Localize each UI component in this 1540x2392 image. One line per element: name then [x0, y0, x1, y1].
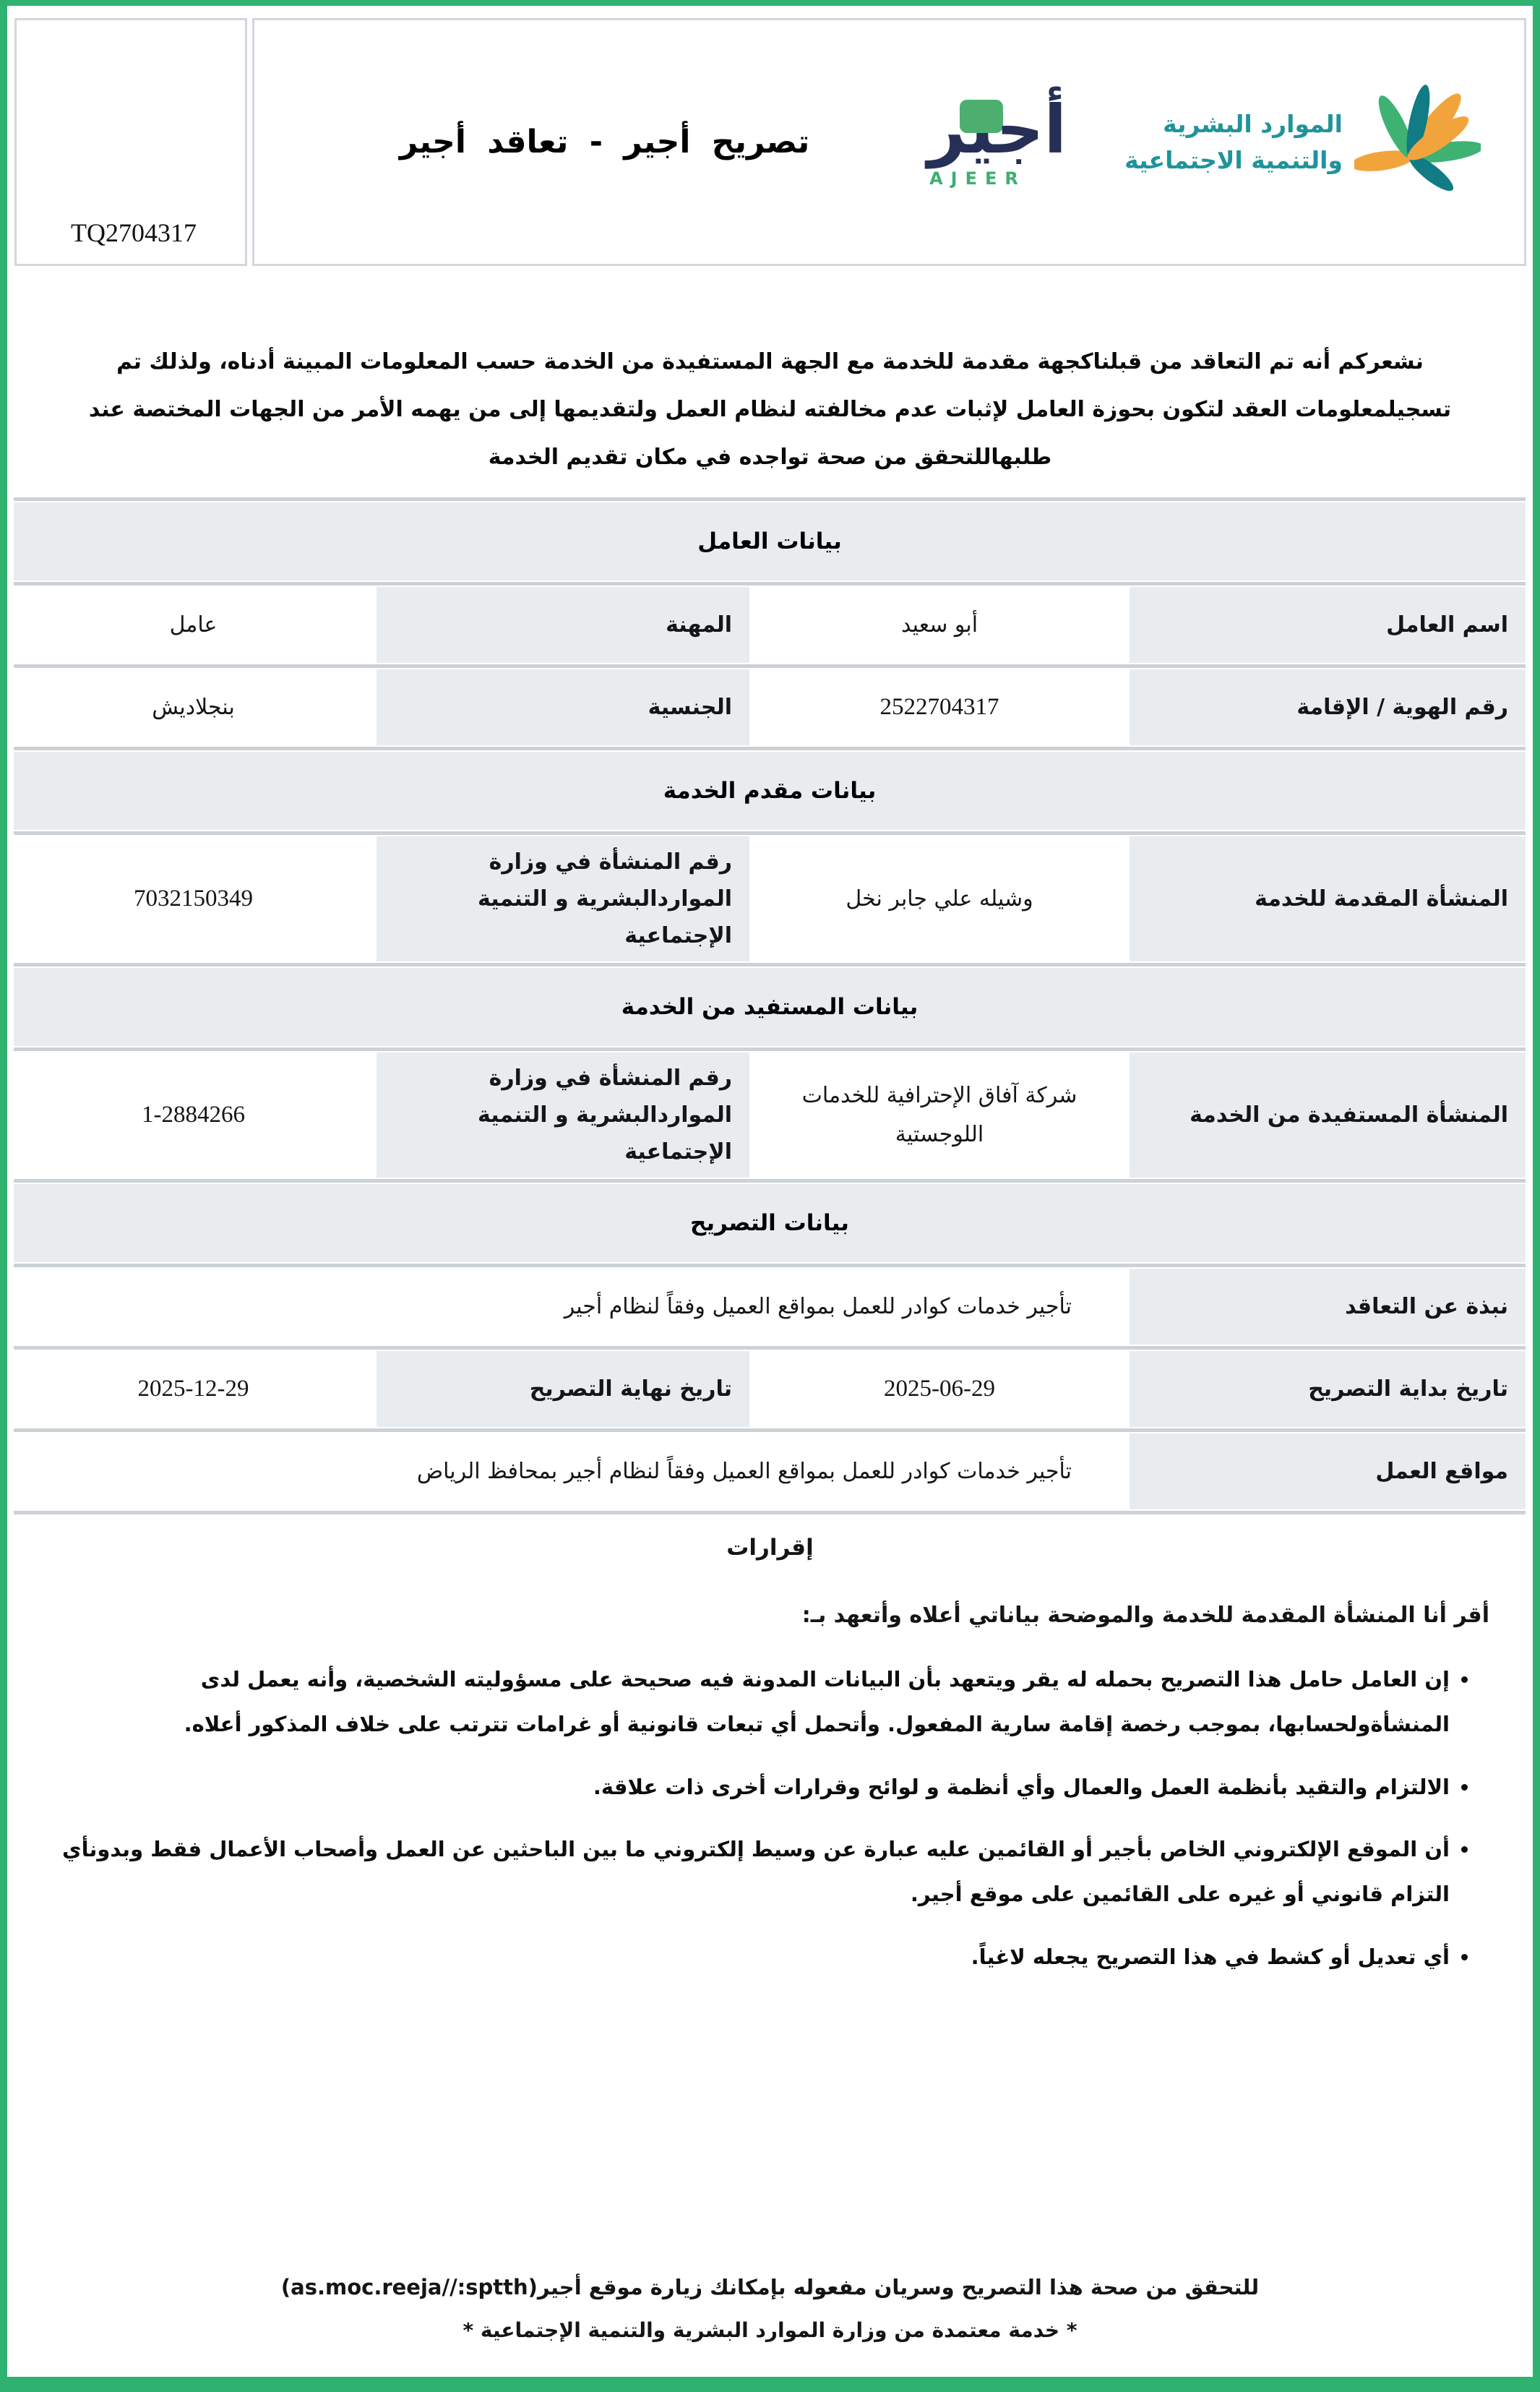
- permit-number: TQ2704317: [71, 218, 197, 247]
- beneficiary-establishment-value: شركة آفاق الإحترافية للخدمات اللوجستية: [753, 1053, 1126, 1178]
- row-separator: [14, 1428, 1526, 1432]
- end-date-value: 2025-12-29: [14, 1351, 373, 1427]
- beneficiary-establishment-label: المنشأة المستفيدة من الخدمة: [1130, 1053, 1526, 1178]
- row-separator: [14, 1179, 1526, 1183]
- profession-label: المهنة: [377, 587, 749, 663]
- nationality-label: الجنسية: [377, 669, 749, 745]
- ajeer-logo-arabic: أجير: [927, 91, 1067, 169]
- row-separator: [14, 963, 1526, 966]
- ajeer-logo-latin: AJEER: [929, 168, 1026, 189]
- start-date-label: تاريخ بداية التصريح: [1130, 1351, 1526, 1427]
- permit-section-title: بيانات التصريح: [14, 1184, 1526, 1262]
- contract-summary-value: تأجير خدمات كوادر للعمل بمواقع العميل وفقاً لنظام أجير: [14, 1269, 1126, 1345]
- header: [14, 18, 1526, 266]
- section-header-beneficiary: [14, 968, 1526, 1046]
- declarations-list: [51, 1657, 1489, 1979]
- profession-value: عامل: [14, 587, 373, 663]
- worker-name-label: اسم العامل: [1130, 587, 1526, 663]
- row-separator: [14, 497, 1526, 501]
- row-separator: [14, 831, 1526, 835]
- verify-url: (as.moc.reeja//:sptth): [280, 2275, 538, 2299]
- ministry-name-line1: الموارد البشرية: [1163, 110, 1343, 138]
- permit-data-table: [14, 497, 1526, 1514]
- provider-number-label: رقم المنشأة في وزارة المواردالبشرية و التنمية الإجتماعية: [377, 836, 749, 961]
- row-separator: [14, 582, 1526, 586]
- approved-service-line: * خدمة معتمدة من وزارة الموارد البشرية والتنمية الإجتماعية *: [463, 2318, 1077, 2342]
- ministry-logo: [1124, 72, 1481, 213]
- declaration-item: • أن الموقع الإلكتروني الخاص بأجير أو القائمين عليه عبارة عن وسيط إلكتروني ما بين الباحثين عن العمل وأصحاب الأعمال فقط وبدونأي التزام قانوني أو غيره على القائمين على موقع أجير.: [51, 1827, 1450, 1917]
- table-row-worker-name: [14, 587, 1526, 663]
- row-separator: [14, 1346, 1526, 1350]
- table-row-provider: [14, 836, 1526, 961]
- id-label: رقم الهوية / الإقامة: [1130, 669, 1526, 745]
- provider-number-value: 7032150349: [14, 836, 373, 961]
- nationality-value: بنجلاديش: [14, 669, 373, 745]
- provider-establishment-value: وشيله علي جابر نخل: [753, 836, 1126, 961]
- title-logo-box: [252, 18, 1526, 266]
- section-header-worker: [14, 502, 1526, 580]
- ministry-name-line2: والتنمية الاجتماعية: [1124, 145, 1343, 174]
- palm-icon: [1354, 72, 1481, 213]
- ministry-name: [1124, 106, 1343, 178]
- declarations-intro: أقر أنا المنشأة المقدمة للخدمة والموضحة بياناتي أعلاه وأتعهد بـ:: [801, 1603, 1489, 1628]
- beneficiary-number-value: 1-2884266: [14, 1053, 373, 1178]
- footer: [7, 2275, 1533, 2342]
- row-separator: [14, 1264, 1526, 1267]
- id-value: 2522704317: [753, 669, 1126, 745]
- end-date-label: تاريخ نهاية التصريح: [377, 1351, 749, 1427]
- work-locations-label: مواقع العمل: [1130, 1433, 1526, 1509]
- intro-paragraph: نشعركم أنه تم التعاقد من قبلناكجهة مقدمة للخدمة مع الجهة المستفيدة من الخدمة حسب المعلومات المبينة أدناه، ولذلك تم تسجيلمعلومات العقد لتكون بحوزة العامل لإثبات عدم مخالفته لنظام العمل ولتقديمها إلى من يهمه الأمر من الجهات المختصة عند طلبهاللتحقق من صحة تواجده في مكان تقديم الخدمة: [88, 349, 1452, 470]
- declaration-item: • إن العامل حامل هذا التصريح بحمله له يقر ويتعهد بأن البيانات المدونة فيه صحيحة على مسؤوليته الشخصية، وأنه يعمل لدى المنشأةولحسابها، بموجب رخصة إقامة سارية المفعول. وأتحمل أي تبعات قانونية أو غرامات تترتب على خلاف المذكور أعلاه.: [51, 1657, 1450, 1747]
- table-row-permit-dates: [14, 1351, 1526, 1427]
- table-row-beneficiary: [14, 1053, 1526, 1178]
- beneficiary-number-label: رقم المنشأة في وزارة المواردالبشرية و التنمية الإجتماعية: [377, 1053, 749, 1178]
- table-row-contract-summary: [14, 1269, 1526, 1345]
- row-separator: [14, 1511, 1526, 1514]
- row-separator: [14, 664, 1526, 668]
- permit-number-box: [14, 18, 247, 266]
- table-row-worker-id: [14, 669, 1526, 745]
- table-row-work-locations: [14, 1433, 1526, 1509]
- row-separator: [14, 747, 1526, 750]
- declaration-item: • الالتزام والتقيد بأنظمة العمل والعمال وأي أنظمة و لوائح وقرارات أخرى ذات علاقة.: [51, 1765, 1450, 1809]
- declarations-section: [51, 1535, 1489, 1979]
- section-header-permit: [14, 1184, 1526, 1262]
- worker-section-title: بيانات العامل: [14, 502, 1526, 580]
- provider-section-title: بيانات مقدم الخدمة: [14, 752, 1526, 830]
- work-locations-value: تأجير خدمات كوادر للعمل بمواقع العميل وفقاً لنظام أجير بمحافظ الرياض: [14, 1433, 1126, 1509]
- ajeer-logo: [927, 91, 1067, 189]
- worker-name-value: أبو سعيد: [753, 587, 1126, 663]
- start-date-value: 2025-06-29: [753, 1351, 1126, 1427]
- declarations-title: إقرارات: [726, 1535, 814, 1561]
- declaration-item: • أي تعديل أو كشط في هذا التصريح يجعله لاغياً.: [51, 1934, 1450, 1979]
- page-title: تصريح أجير - تعاقد أجير: [399, 124, 810, 160]
- verify-line: [7, 2275, 1533, 2299]
- row-separator: [14, 1047, 1526, 1051]
- section-header-provider: [14, 752, 1526, 830]
- verify-text: للتحقق من صحة هذا التصريح وسريان مفعوله بإمكانك زيارة موقع أجير: [537, 2275, 1260, 2299]
- beneficiary-section-title: بيانات المستفيد من الخدمة: [14, 968, 1526, 1046]
- contract-summary-label: نبذة عن التعاقد: [1130, 1269, 1526, 1345]
- provider-establishment-label: المنشأة المقدمة للخدمة: [1130, 836, 1526, 961]
